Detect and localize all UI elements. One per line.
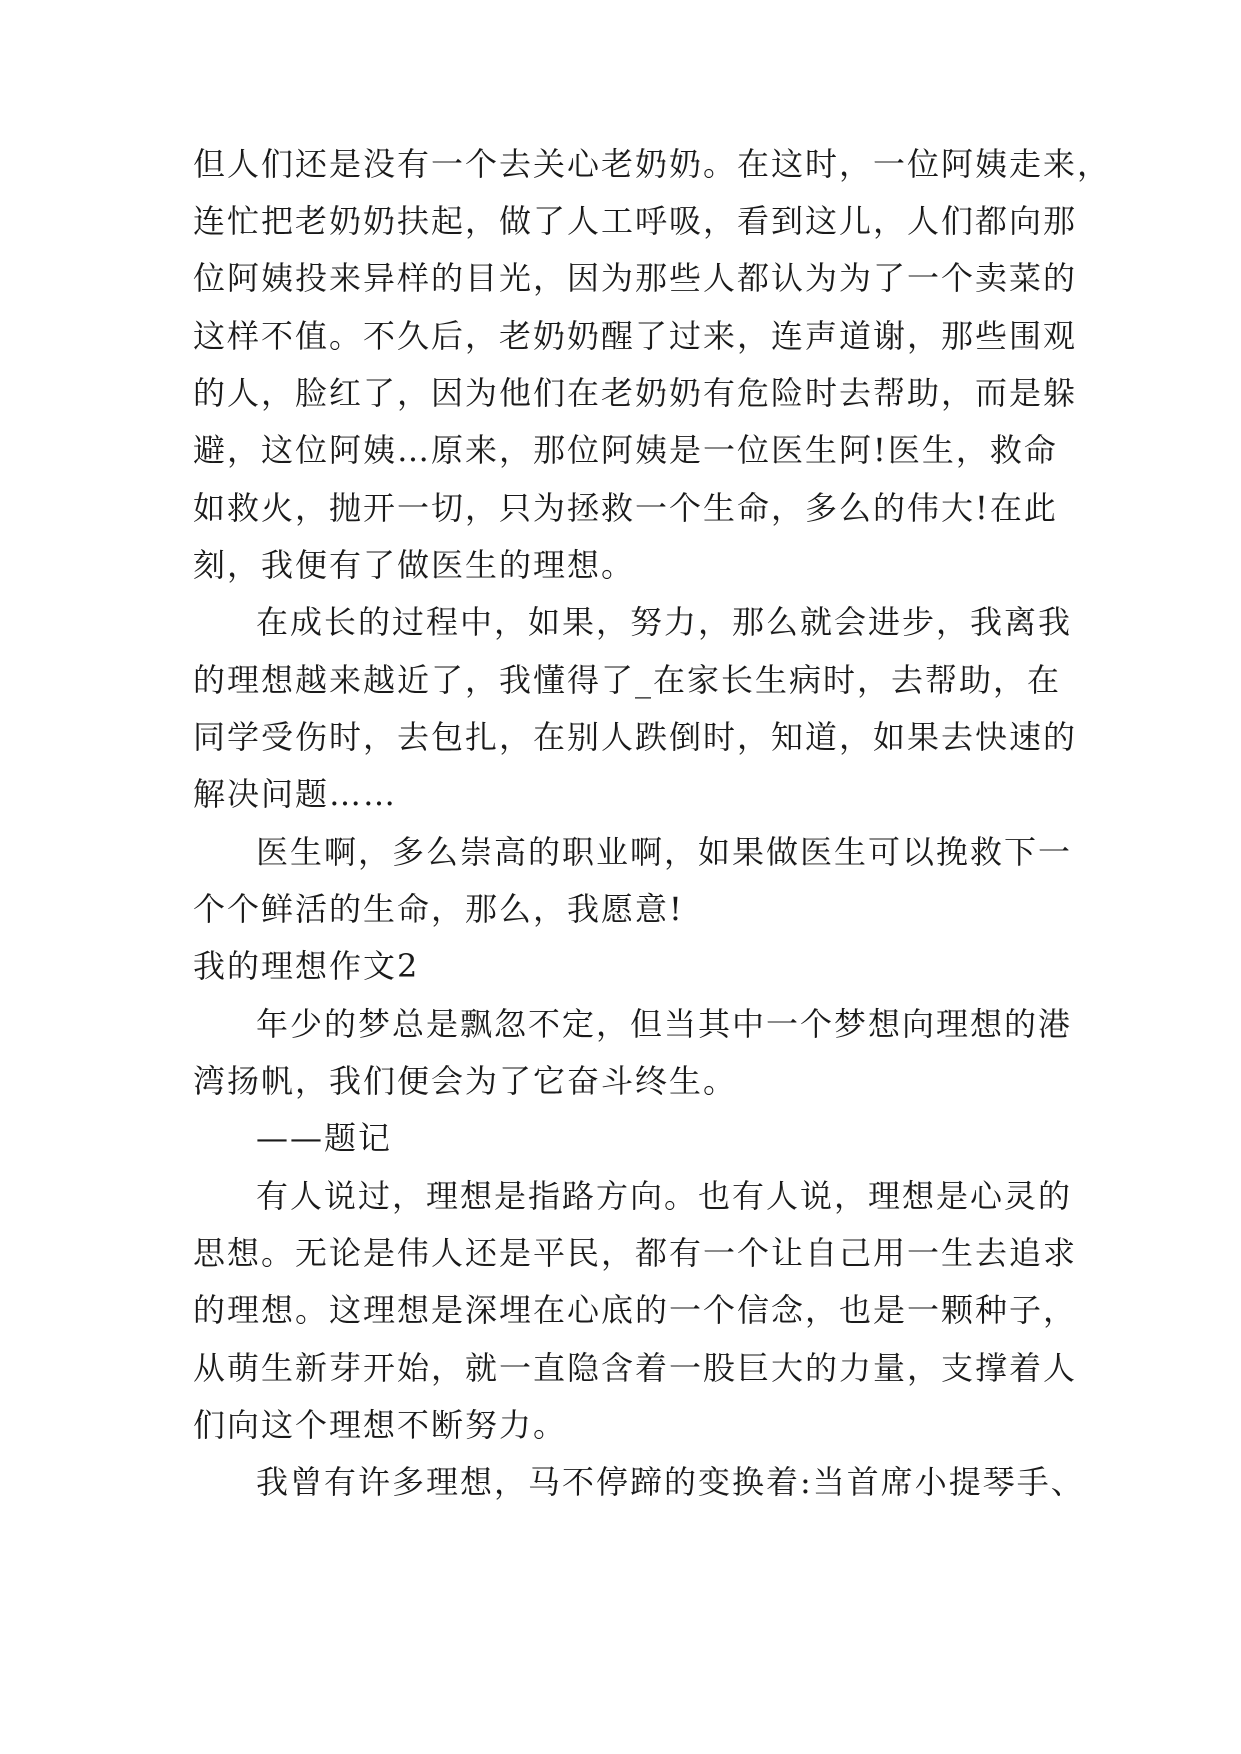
text-line: 们向这个理想不断努力。 <box>193 1406 568 1444</box>
text-line: 刻，我便有了做医生的理想。 <box>193 546 636 584</box>
text-line: 解决问题…… <box>193 775 398 813</box>
text-line: 这样不值。不久后，老奶奶醒了过来，连声道谢，那些围观 <box>193 317 1078 355</box>
text-line: 的人，脸红了，因为他们在老奶奶有危险时去帮助，而是躲 <box>193 374 1078 412</box>
text-line: 避，这位阿姨…原来，那位阿姨是一位医生阿!医生，救命 <box>193 431 1058 469</box>
text-line: 位阿姨投来异样的目光，因为那些人都认为为了一个卖菜的 <box>193 259 1078 297</box>
text-line: 湾扬帆，我们便会为了它奋斗终生。 <box>193 1062 738 1100</box>
section-title: 我的理想作文2 <box>193 947 420 985</box>
text-line: 从萌生新芽开始，就一直隐含着一股巨大的力量，支撑着人 <box>193 1349 1078 1387</box>
paragraph-first-line: 有人说过，理想是指路方向。也有人说，理想是心灵的 <box>256 1177 1073 1215</box>
text-line: 但人们还是没有一个去关心老奶奶。在这时，一位阿姨走来， <box>193 145 1112 183</box>
text-line: 个个鲜活的生命，那么，我愿意! <box>193 890 684 928</box>
text-line: 连忙把老奶奶扶起，做了人工呼吸，看到这儿，人们都向那 <box>193 202 1078 240</box>
text-line: 同学受伤时，去包扎，在别人跌倒时，知道，如果去快速的 <box>193 718 1078 756</box>
paragraph-first-line: 我曾有许多理想，马不停蹄的变换着:当首席小提琴手、 <box>256 1463 1085 1501</box>
paragraph-first-line: 在成长的过程中，如果，努力，那么就会进步，我离我 <box>256 603 1073 641</box>
paragraph-first-line: 年少的梦总是飘忽不定，但当其中一个梦想向理想的港 <box>256 1005 1073 1043</box>
text-line: 的理想越来越近了，我懂得了_在家长生病时，去帮助，在 <box>193 661 1062 699</box>
text-line: 如救火，抛开一切，只为拯救一个生命，多么的伟大!在此 <box>193 489 1058 527</box>
text-line: 的理想。这理想是深埋在心底的一个信念，也是一颗种子， <box>193 1291 1078 1329</box>
epigraph-note: ——题记 <box>256 1119 393 1157</box>
text-line: 思想。无论是伟人还是平民，都有一个让自己用一生去追求 <box>193 1234 1078 1272</box>
paragraph-first-line: 医生啊，多么崇高的职业啊，如果做医生可以挽救下一 <box>256 833 1073 871</box>
